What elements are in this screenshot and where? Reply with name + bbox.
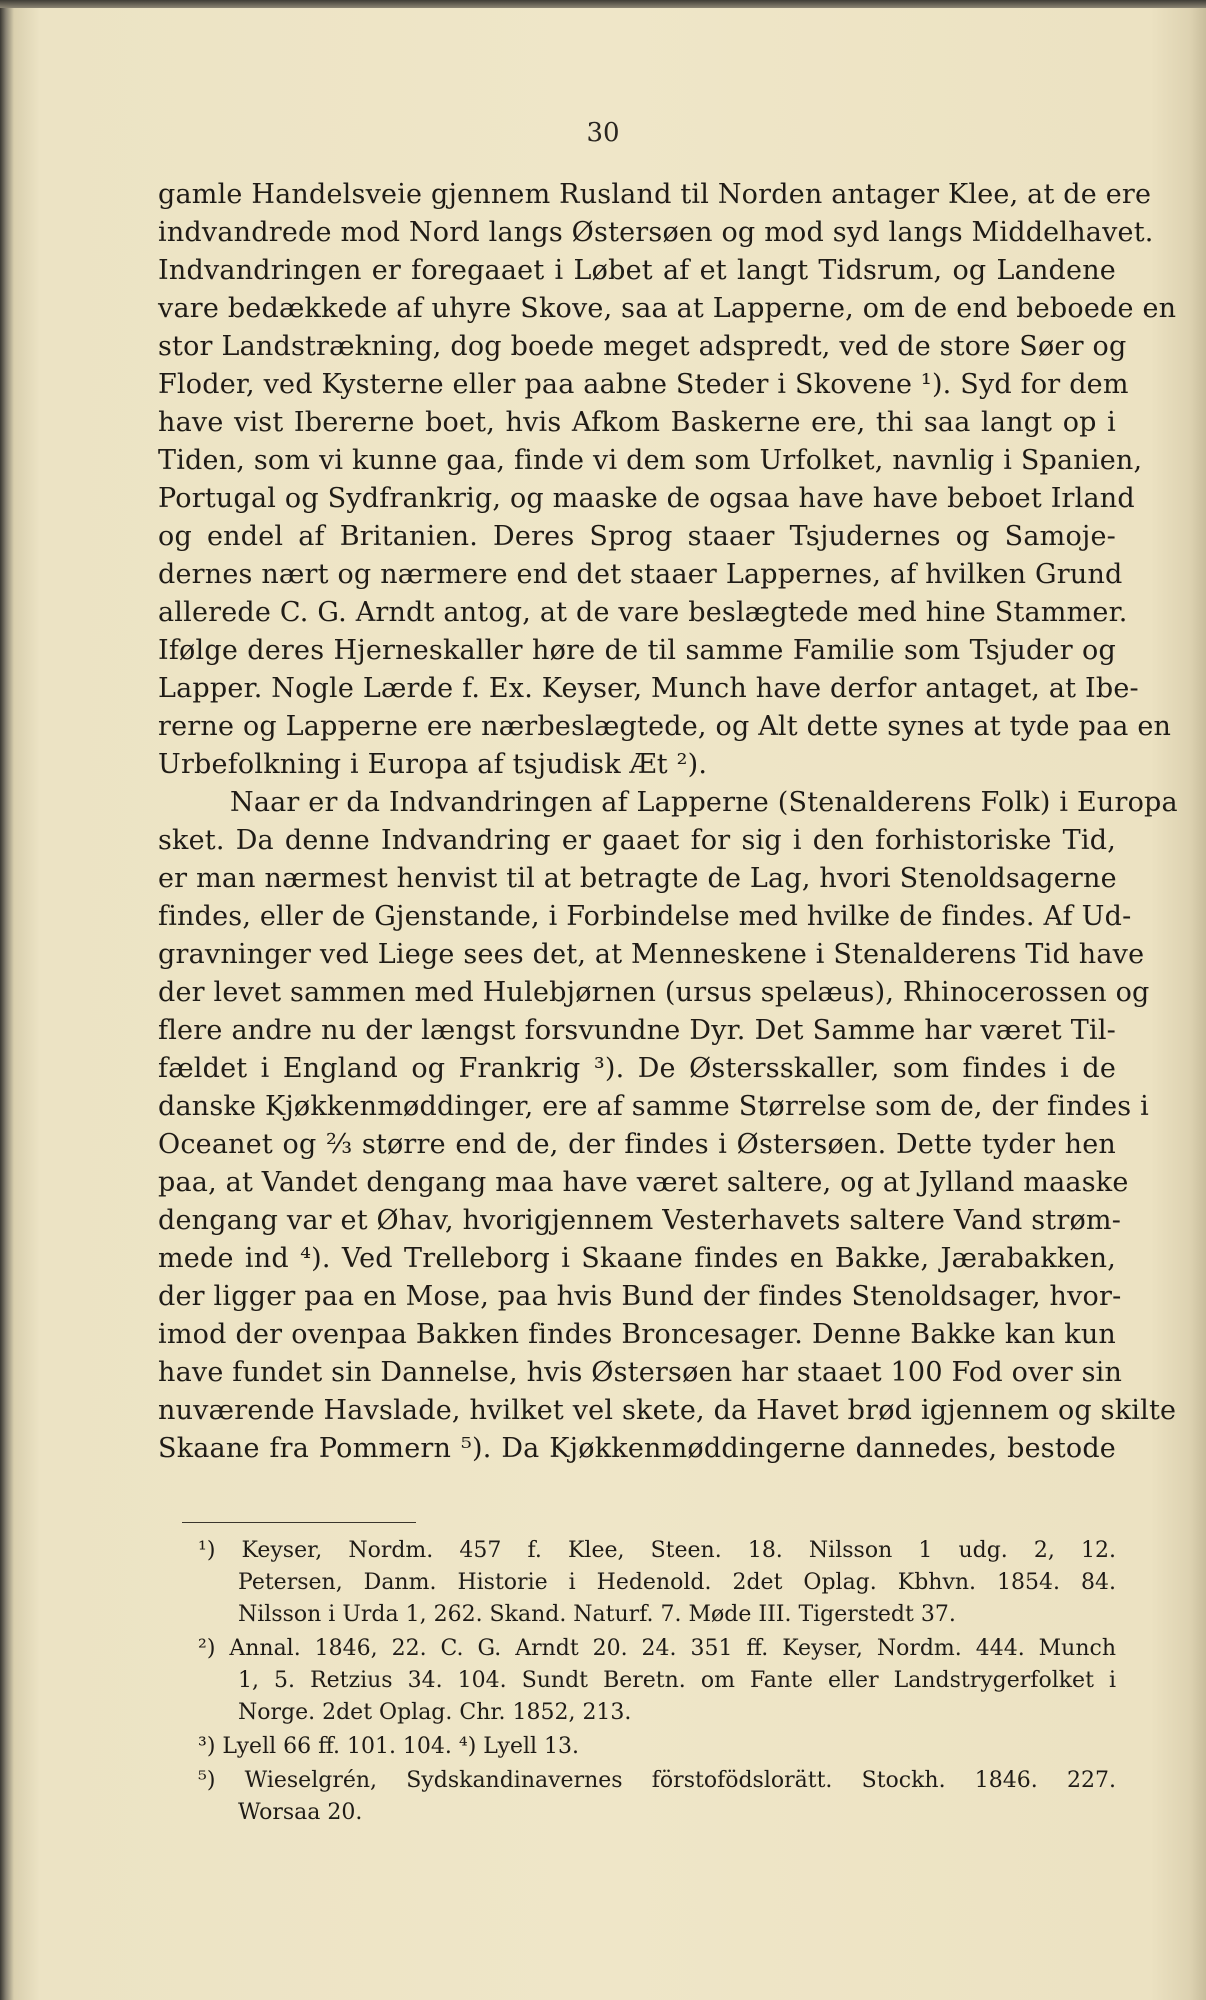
text-line: mede ind ⁴). Ved Trelleborg i Skaane findes en Bakke, Jærabakken,	[158, 1243, 1116, 1274]
text-line: flere andre nu der længst forsvundne Dyr. Det Samme har været Til-	[158, 1015, 1116, 1046]
page-edge-shadow	[0, 0, 1206, 8]
text-line: gamle Handelsveie gjennem Rusland til Norden antager Klee, at de ere	[158, 179, 1152, 210]
text-line: allerede C. G. Arndt antog, at de vare beslægtede med hine Stammer.	[158, 597, 1128, 628]
text-line: fældet i England og Frankrig ³). De Østersskaller, som findes i de	[158, 1053, 1116, 1084]
text-line: der levet sammen med Hulebjørnen (ursus spelæus), Rhinocerossen og	[158, 977, 1150, 1008]
footnote-line: ¹) Keyser, Nordm. 457 f. Klee, Steen. 18. Nilsson 1 udg. 2, 12.	[198, 1538, 1116, 1563]
text-line: have vist Ibererne boet, hvis Afkom Baskerne ere, thi saa langt op i	[158, 407, 1116, 438]
text-line: Tiden, som vi kunne gaa, finde vi dem som Urfolket, navnlig i Spanien,	[158, 445, 1143, 476]
text-line: nuværende Havslade, hvilket vel skete, da Havet brød igjennem og skilte	[158, 1395, 1177, 1426]
footnote-rule	[182, 1522, 416, 1523]
text-line: Ifølge deres Hjerneskaller høre de til samme Familie som Tsjuder og	[158, 635, 1116, 666]
footnote-line: Petersen, Danm. Historie i Hedenold. 2det Oplag. Kbhvn. 1854. 84.	[238, 1570, 1116, 1595]
text-line: Skaane fra Pommern ⁵). Da Kjøkkenmøddingerne dannedes, bestode	[158, 1433, 1116, 1464]
text-line: Floder, ved Kysterne eller paa aabne Steder i Skovene ¹). Syd for dem	[158, 369, 1129, 400]
text-line: have fundet sin Dannelse, hvis Østersøen har staaet 100 Fod over sin	[158, 1357, 1123, 1388]
text-line: Portugal og Sydfrankrig, og maaske de ogsaa have have beboet Irland	[158, 483, 1135, 514]
footnote-line: 1, 5. Retzius 34. 104. Sundt Beretn. om Fante eller Landstrygerfolket i	[238, 1668, 1116, 1693]
text-line: rerne og Lapperne ere nærbeslægtede, og Alt dette synes at tyde paa en	[158, 711, 1172, 742]
text-line: der ligger paa en Mose, paa hvis Bund der findes Stenoldsager, hvor-	[158, 1281, 1122, 1312]
text-line: Urbefolkning i Europa af tsjudisk Æt ²).	[158, 749, 708, 780]
text-line: og endel af Britanien. Deres Sprog staaer Tsjudernes og Samoje-	[158, 521, 1116, 552]
text-line: paa, at Vandet dengang maa have været saltere, og at Jylland maaske	[158, 1167, 1129, 1198]
text-line: Oceanet og ⅔ større end de, der findes i Østersøen. Dette tyder hen	[158, 1129, 1116, 1160]
text-line: sket. Da denne Indvandring er gaaet for sig i den forhistoriske Tid,	[158, 825, 1116, 856]
footnote-line: ³) Lyell 66 ff. 101. 104. ⁴) Lyell 13.	[198, 1734, 580, 1759]
text-line: Lapper. Nogle Lærde f. Ex. Keyser, Munch have derfor antaget, at Ibe-	[158, 673, 1139, 704]
text-line: stor Landstrækning, dog boede meget adspredt, ved de store Søer og	[158, 331, 1127, 362]
footnote-line: Norge. 2det Oplag. Chr. 1852, 213.	[238, 1700, 632, 1725]
footnote-line: ²) Annal. 1846, 22. C. G. Arndt 20. 24. 351 ff. Keyser, Nordm. 444. Munch	[198, 1636, 1116, 1661]
text-line: gravninger ved Liege sees det, at Menneskene i Stenalderens Tid have	[158, 939, 1145, 970]
text-line: dengang var et Øhav, hvorigjennem Vesterhavets saltere Vand strøm-	[158, 1205, 1122, 1236]
text-line: indvandrede mod Nord langs Østersøen og mod syd langs Middelhavet.	[158, 217, 1154, 248]
footnote-line: Worsaa 20.	[238, 1800, 363, 1825]
text-line: imod der ovenpaa Bakken findes Broncesager. Denne Bakke kan kun	[158, 1319, 1116, 1350]
text-line: vare bedækkede af uhyre Skove, saa at Lapperne, om de end beboede en	[158, 293, 1177, 324]
paragraph-start-line: Naar er da Indvandringen af Lapperne (Stenalderens Folk) i Europa	[230, 787, 1178, 818]
text-line: Indvandringen er foregaaet i Løbet af et langt Tidsrum, og Landene	[158, 255, 1116, 286]
text-line: danske Kjøkkenmøddinger, ere af samme Størrelse som de, der findes i	[158, 1091, 1149, 1122]
footnote-line: Nilsson i Urda 1, 262. Skand. Naturf. 7. Møde III. Tigerstedt 37.	[238, 1602, 956, 1627]
text-line: findes, eller de Gjenstande, i Forbindelse med hvilke de findes. Af Ud-	[158, 901, 1132, 932]
page-number: 30	[586, 118, 620, 148]
text-line: dernes nært og nærmere end det staaer Lappernes, af hvilken Grund	[158, 559, 1123, 590]
text-line: er man nærmest henvist til at betragte de Lag, hvori Stenoldsagerne	[158, 863, 1117, 894]
footnote-line: ⁵) Wieselgrén, Sydskandinavernes förstofödslorätt. Stockh. 1846. 227.	[198, 1768, 1116, 1793]
